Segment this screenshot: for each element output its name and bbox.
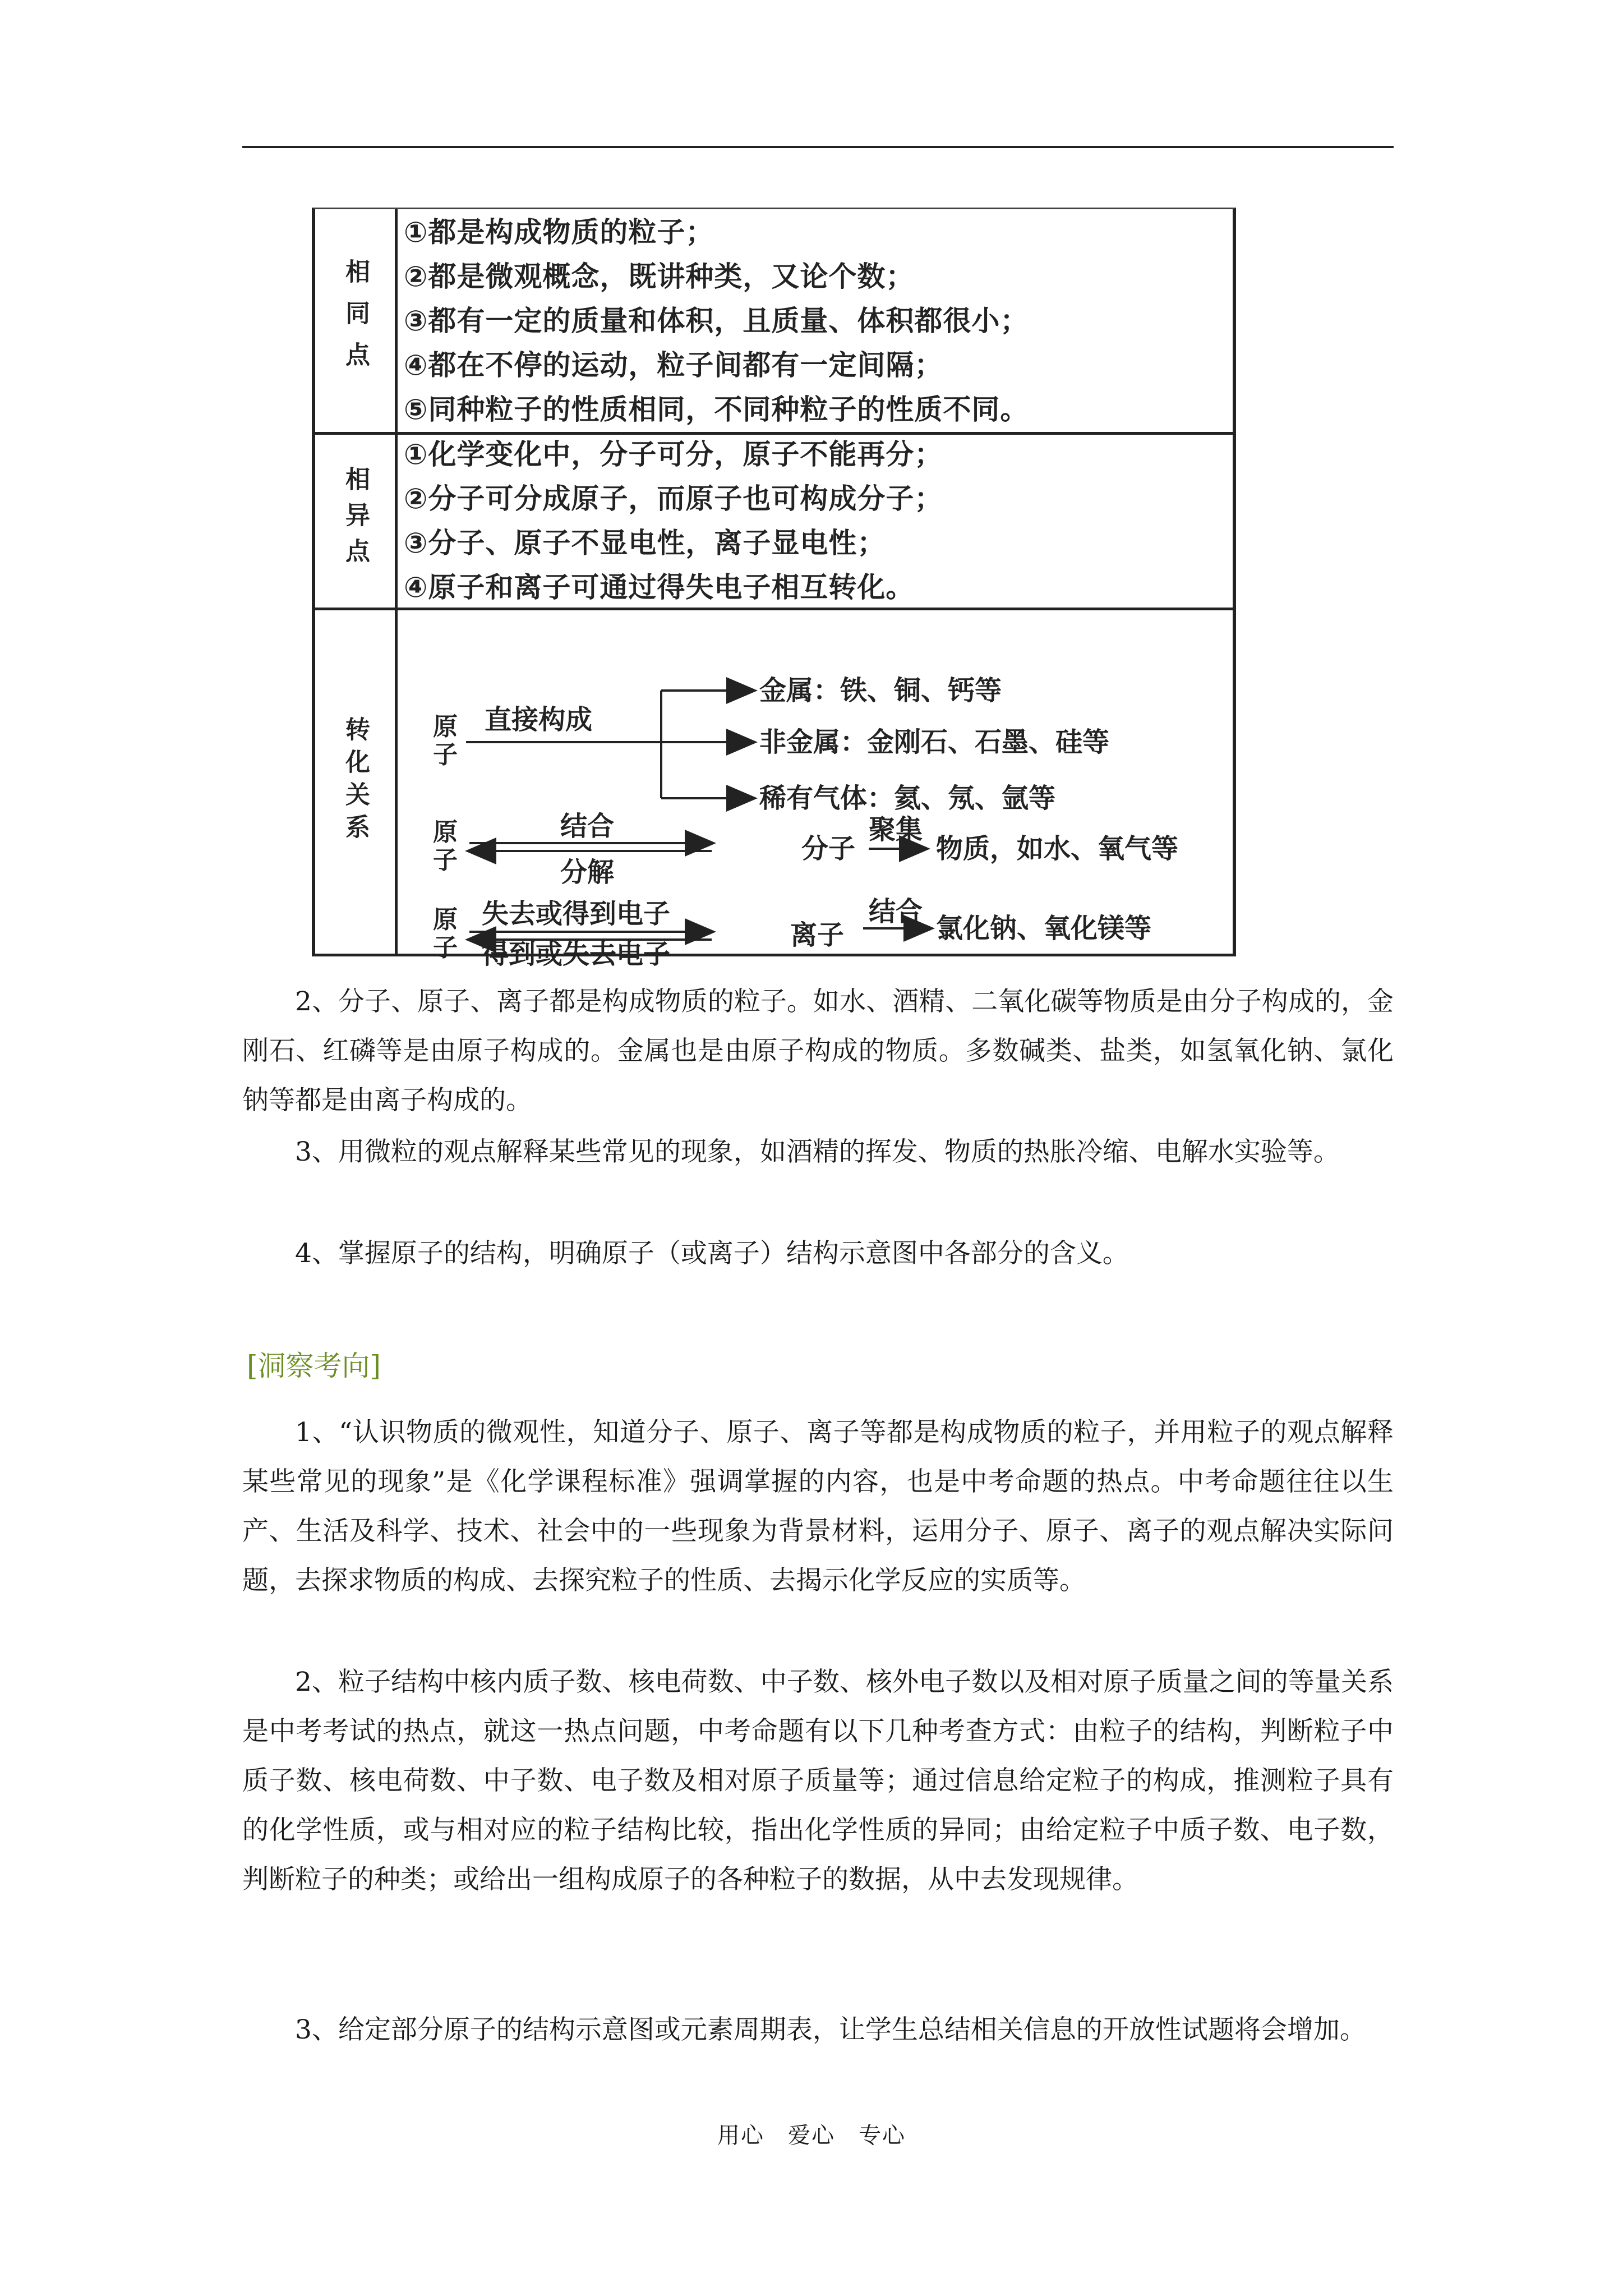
row-label-differences: [315, 432, 395, 608]
direct-build-label: 直接构成: [485, 704, 593, 735]
paragraph-3: 3、用微粒的观点解释某些常见的现象，如酒精的挥发、物质的热胀冷缩、电解水实验等。: [295, 1137, 1340, 1167]
particle-comparison-table: [312, 208, 1236, 970]
atom-label: 原子: [433, 818, 458, 875]
differences-lines: [404, 432, 1227, 610]
decompose-label: 分解: [560, 857, 615, 888]
paragraph-2: 2、分子、原子、离子都是构成物质的粒子。如水、酒精、二氧化碳等物质是由分子构成的，金刚石、红磷等是由原子构成的。金属也是由原子构成的物质。多数碱类、盐类，如氢氧化钠、氯化钠等都是由离子构成的。: [242, 986, 1394, 1116]
similarities-lines: [404, 210, 1227, 432]
lose-gain-label: 失去或得到电子: [482, 898, 671, 930]
paragraph-4: 4、掌握原子的结构，明确原子（或离子）结构示意图中各部分的含义。: [295, 1238, 1129, 1269]
similarity-line: ①都是构成物质的粒子；: [404, 216, 714, 249]
molecule-products: 物质，如水、氧气等: [936, 833, 1179, 864]
header-rule: [242, 146, 1394, 148]
difference-line: ③分子、原子不显电性，离子显电性；: [404, 527, 886, 559]
difference-line: ④原子和离子可通过得失电子相互转化。: [404, 571, 915, 604]
insight-3: 3、给定部分原子的结构示意图或元素周期表，让学生总结相关信息的开放性试题将会增加。: [295, 2014, 1366, 2045]
atom-label: 原子: [433, 712, 458, 769]
gather-label: 聚集: [869, 814, 923, 845]
ion-combine-label: 结合: [869, 896, 923, 927]
row-label-similarities-text: 相同点: [341, 258, 370, 383]
atom-label: 原子: [433, 905, 458, 962]
insight-2: 2、粒子结构中核内质子数、核电荷数、中子数、核外电子数以及相对原子质量之间的等量关系是中考考试的热点，就这一热点问题，中考命题有以下几种考查方式：由粒子的结构，判断粒子中质子数、核电荷数、中子数、电子数及相对原子质量等；通过信息给定粒子的构成，推测粒子具有的化学性质，或与相对应的粒子结构比较，指出化学性质的异同；由给定粒子中质子数、电子数，判断粒子的种类；或给出一组构成原子的各种粒子的数据，从中去发现规律。: [242, 1667, 1394, 1895]
row-label-differences-text: 相异点: [341, 466, 370, 574]
section-heading: [洞察考向]: [247, 1350, 381, 1382]
gain-lose-label: 得到或失去电子: [482, 938, 671, 970]
row-label-transformation-text: 转化关系: [341, 716, 370, 846]
difference-line: ①化学变化中，分子可分，原子不能再分；: [404, 438, 943, 471]
nonmetal-target: 非金属：金刚石、石墨、硅等: [759, 726, 1110, 758]
page-footer: 用心 爱心 专心: [717, 2123, 906, 2148]
similarity-line: ②都是微观概念，既讲种类，又论个数；: [404, 260, 915, 293]
transformation-diagram: [398, 675, 1233, 970]
noble-gas-target: 稀有气体：氦、氖、氩等: [759, 783, 1056, 814]
row-label-similarities: [315, 209, 395, 432]
difference-line: ②分子可分成原子，而原子也可构成分子；: [404, 482, 943, 515]
molecule-label: 分子: [801, 833, 856, 864]
insight-1: 1、“认识物质的微观性，知道分子、原子、离子等都是构成物质的粒子，并用粒子的观点解释某些常见的现象”是《化学课程标准》强调掌握的内容，也是中考命题的热点。中考命题往往以生产、生活及科学、技术、社会中的一些现象为背景材料，运用分子、原子、离子的观点解决实际问题，去探求物质的构成、去探究粒子的性质、去揭示化学反应的实质等。: [242, 1417, 1394, 1596]
metal-target: 金属：铁、铜、钙等: [759, 675, 1002, 706]
row-label-transformation: [315, 608, 395, 955]
similarity-line: ④都在不停的运动，粒子间都有一定间隔；: [404, 349, 943, 381]
similarity-line: ⑤同种粒子的性质相同，不同种粒子的性质不同。: [404, 393, 1029, 426]
combine-label: 结合: [560, 811, 615, 842]
similarity-line: ③都有一定的质量和体积，且质量、体积都很小；: [404, 305, 1029, 337]
ion-label: 离子: [790, 919, 845, 951]
ion-products: 氯化钠、氧化镁等: [936, 913, 1152, 944]
